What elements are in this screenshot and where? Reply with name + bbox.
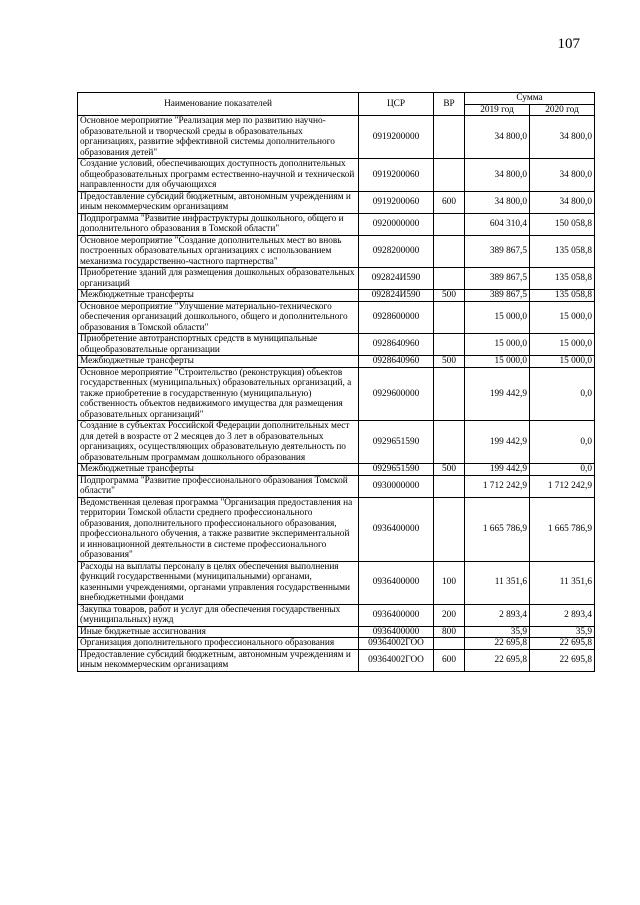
- row-2019-value-cell: 15 000,0: [465, 301, 530, 334]
- row-vr-cell: 500: [434, 356, 465, 368]
- row-2019-value-cell: 604 310,4: [465, 213, 530, 235]
- row-2019-value-cell: 199 442,9: [465, 421, 530, 464]
- row-csr-cell: 0929600000: [359, 367, 434, 421]
- table-body: [78, 116, 595, 672]
- row-2020-value-cell: 1 665 786,9: [530, 497, 595, 561]
- row-2019-value-cell: 34 800,0: [465, 191, 530, 213]
- table-row: [78, 638, 595, 650]
- row-csr-cell: 0920000000: [359, 213, 434, 235]
- table-row: [78, 159, 595, 192]
- table-row: [78, 475, 595, 497]
- row-vr-cell: [434, 334, 465, 356]
- row-vr-cell: [434, 638, 465, 650]
- row-2020-value-cell: 34 800,0: [530, 191, 595, 213]
- row-2020-value-cell: 2 893,4: [530, 604, 595, 626]
- table-row: [78, 421, 595, 464]
- row-csr-cell: 0936400000: [359, 561, 434, 604]
- row-2020-value-cell: 15 000,0: [530, 334, 595, 356]
- row-2020-value-cell: 135 058,8: [530, 290, 595, 302]
- row-name-cell: Приобретение автотранспортных средств в муниципальные общеобразовательные организации: [78, 334, 359, 356]
- row-2019-value-cell: 199 442,9: [465, 367, 530, 421]
- row-name-cell: Межбюджетные трансферты: [78, 356, 359, 368]
- table-row: [78, 191, 595, 213]
- table-row: [78, 213, 595, 235]
- table-header-row: [78, 93, 595, 105]
- row-csr-cell: 0928640960: [359, 334, 434, 356]
- row-2020-value-cell: 0,0: [530, 367, 595, 421]
- row-vr-cell: [434, 301, 465, 334]
- table-row: [78, 464, 595, 476]
- header-csr: ЦСР: [359, 93, 434, 116]
- row-vr-cell: 100: [434, 561, 465, 604]
- header-year-2020: 2020 год: [530, 104, 595, 116]
- row-2019-value-cell: 35,9: [465, 626, 530, 638]
- row-2019-value-cell: 22 695,8: [465, 649, 530, 671]
- table-row: [78, 626, 595, 638]
- row-csr-cell: 0928600000: [359, 301, 434, 334]
- row-csr-cell: 092824И590: [359, 290, 434, 302]
- row-name-cell: Организация дополнительного профессионального образования: [78, 638, 359, 650]
- row-name-cell: Подпрограмма "Развитие инфраструктуры дошкольного, общего и дополнительного образования в Томской области": [78, 213, 359, 235]
- row-csr-cell: 0936400000: [359, 497, 434, 561]
- row-vr-cell: [434, 159, 465, 192]
- table-row: [78, 497, 595, 561]
- header-vr: ВР: [434, 93, 465, 116]
- row-vr-cell: [434, 116, 465, 159]
- row-vr-cell: [434, 475, 465, 497]
- row-2019-value-cell: 1 712 242,9: [465, 475, 530, 497]
- row-csr-cell: 0929651590: [359, 421, 434, 464]
- table-row: [78, 561, 595, 604]
- row-2019-value-cell: 34 800,0: [465, 159, 530, 192]
- row-vr-cell: 600: [434, 191, 465, 213]
- row-2020-value-cell: 34 800,0: [530, 159, 595, 192]
- row-vr-cell: [434, 268, 465, 290]
- row-csr-cell: 092824И590: [359, 268, 434, 290]
- row-name-cell: Основное мероприятие "Улучшение материально-технического обеспечения организаций дошкольного, общего и дополнительного образования в Томской области": [78, 301, 359, 334]
- row-name-cell: Основное мероприятие "Строительство (реконструкция) объектов государственных (муниципальных) образовательных организаций, а также приобретение в государственную (муниципальную) собственность объектов недвижимого имущества для размещения образовательных организаций": [78, 367, 359, 421]
- row-2019-value-cell: 389 867,5: [465, 290, 530, 302]
- row-2019-value-cell: 15 000,0: [465, 334, 530, 356]
- row-name-cell: Основное мероприятие "Реализация мер по развитию научно-образовательной и творческой среды в образовательных организациях, развитие эффективной системы дополнительного образования детей": [78, 116, 359, 159]
- row-2020-value-cell: 22 695,8: [530, 649, 595, 671]
- row-vr-cell: [434, 367, 465, 421]
- table-row: [78, 301, 595, 334]
- row-vr-cell: 500: [434, 464, 465, 476]
- row-name-cell: Предоставление субсидий бюджетным, автономным учреждениям и иным некоммерческим организациям: [78, 649, 359, 671]
- table-row: [78, 334, 595, 356]
- row-2019-value-cell: 11 351,6: [465, 561, 530, 604]
- row-name-cell: Приобретение зданий для размещения дошкольных образовательных организаций: [78, 268, 359, 290]
- row-vr-cell: [434, 235, 465, 268]
- row-2020-value-cell: 15 000,0: [530, 356, 595, 368]
- row-2019-value-cell: 22 695,8: [465, 638, 530, 650]
- row-2020-value-cell: 150 058,8: [530, 213, 595, 235]
- budget-table: [77, 92, 595, 672]
- row-csr-cell: 0936400000: [359, 626, 434, 638]
- row-csr-cell: 0919200060: [359, 191, 434, 213]
- row-vr-cell: 800: [434, 626, 465, 638]
- row-name-cell: Межбюджетные трансферты: [78, 290, 359, 302]
- table-row: [78, 367, 595, 421]
- row-2019-value-cell: 15 000,0: [465, 356, 530, 368]
- page-number: 107: [557, 36, 580, 52]
- row-csr-cell: 0919200060: [359, 159, 434, 192]
- row-2019-value-cell: 1 665 786,9: [465, 497, 530, 561]
- row-name-cell: Закупка товаров, работ и услуг для обеспечения государственных (муниципальных) нужд: [78, 604, 359, 626]
- row-2019-value-cell: 2 893,4: [465, 604, 530, 626]
- row-2019-value-cell: 199 442,9: [465, 464, 530, 476]
- row-csr-cell: 09364002ГОО: [359, 649, 434, 671]
- row-2020-value-cell: 135 058,8: [530, 235, 595, 268]
- row-name-cell: Создание условий, обеспечивающих доступность дополнительных общеобразовательных программ естественно-научной и технической направленности для обучающихся: [78, 159, 359, 192]
- row-csr-cell: 0919200000: [359, 116, 434, 159]
- row-name-cell: Межбюджетные трансферты: [78, 464, 359, 476]
- row-vr-cell: 600: [434, 649, 465, 671]
- row-2019-value-cell: 34 800,0: [465, 116, 530, 159]
- header-name: Наименование показателей: [78, 93, 359, 116]
- row-name-cell: Иные бюджетные ассигнования: [78, 626, 359, 638]
- row-2019-value-cell: 389 867,5: [465, 235, 530, 268]
- row-2020-value-cell: 22 695,8: [530, 638, 595, 650]
- header-sum: Сумма: [465, 93, 595, 105]
- row-csr-cell: 0929651590: [359, 464, 434, 476]
- row-name-cell: Основное мероприятие "Создание дополнительных мест во вновь построенных образовательных организациях с использованием механизма государственно-частного партнерства": [78, 235, 359, 268]
- row-name-cell: Предоставление субсидий бюджетным, автономным учреждениям и иным некоммерческим организациям: [78, 191, 359, 213]
- row-2020-value-cell: 0,0: [530, 421, 595, 464]
- row-name-cell: Подпрограмма "Развитие профессионального образования Томской области": [78, 475, 359, 497]
- row-2020-value-cell: 15 000,0: [530, 301, 595, 334]
- row-vr-cell: 500: [434, 290, 465, 302]
- header-year-2019: 2019 год: [465, 104, 530, 116]
- row-2019-value-cell: 389 867,5: [465, 268, 530, 290]
- table-row: [78, 356, 595, 368]
- table-row: [78, 604, 595, 626]
- table-row: [78, 290, 595, 302]
- row-vr-cell: 200: [434, 604, 465, 626]
- row-csr-cell: 0928640960: [359, 356, 434, 368]
- row-name-cell: Создание в субъектах Российской Федерации дополнительных мест для детей в возрасте от 2 месяцев до 3 лет в образовательных организациях, осуществляющих образовательную деятельность по образовательным программам дошкольного образования: [78, 421, 359, 464]
- row-vr-cell: [434, 497, 465, 561]
- row-2020-value-cell: 34 800,0: [530, 116, 595, 159]
- table-row: [78, 235, 595, 268]
- row-csr-cell: 09364002ГОО: [359, 638, 434, 650]
- row-2020-value-cell: 11 351,6: [530, 561, 595, 604]
- row-csr-cell: 0930000000: [359, 475, 434, 497]
- table-row: [78, 116, 595, 159]
- row-2020-value-cell: 35,9: [530, 626, 595, 638]
- row-2020-value-cell: 1 712 242,9: [530, 475, 595, 497]
- row-2020-value-cell: 0,0: [530, 464, 595, 476]
- row-vr-cell: [434, 213, 465, 235]
- row-name-cell: Расходы на выплаты персоналу в целях обеспечения выполнения функций государственными (муниципальными) органами, казенными учреждениями, органами управления государственными внебюджетными фондами: [78, 561, 359, 604]
- row-2020-value-cell: 135 058,8: [530, 268, 595, 290]
- row-csr-cell: 0936400000: [359, 604, 434, 626]
- row-name-cell: Ведомственная целевая программа "Организация предоставления на территории Томской области среднего профессионального образования, дополнительного профессионального образования, профессионального обучения, а также развитие экспериментальной и инновационной деятельности в системе профессионального образования": [78, 497, 359, 561]
- row-csr-cell: 0928200000: [359, 235, 434, 268]
- table-row: [78, 649, 595, 671]
- row-vr-cell: [434, 421, 465, 464]
- table-row: [78, 268, 595, 290]
